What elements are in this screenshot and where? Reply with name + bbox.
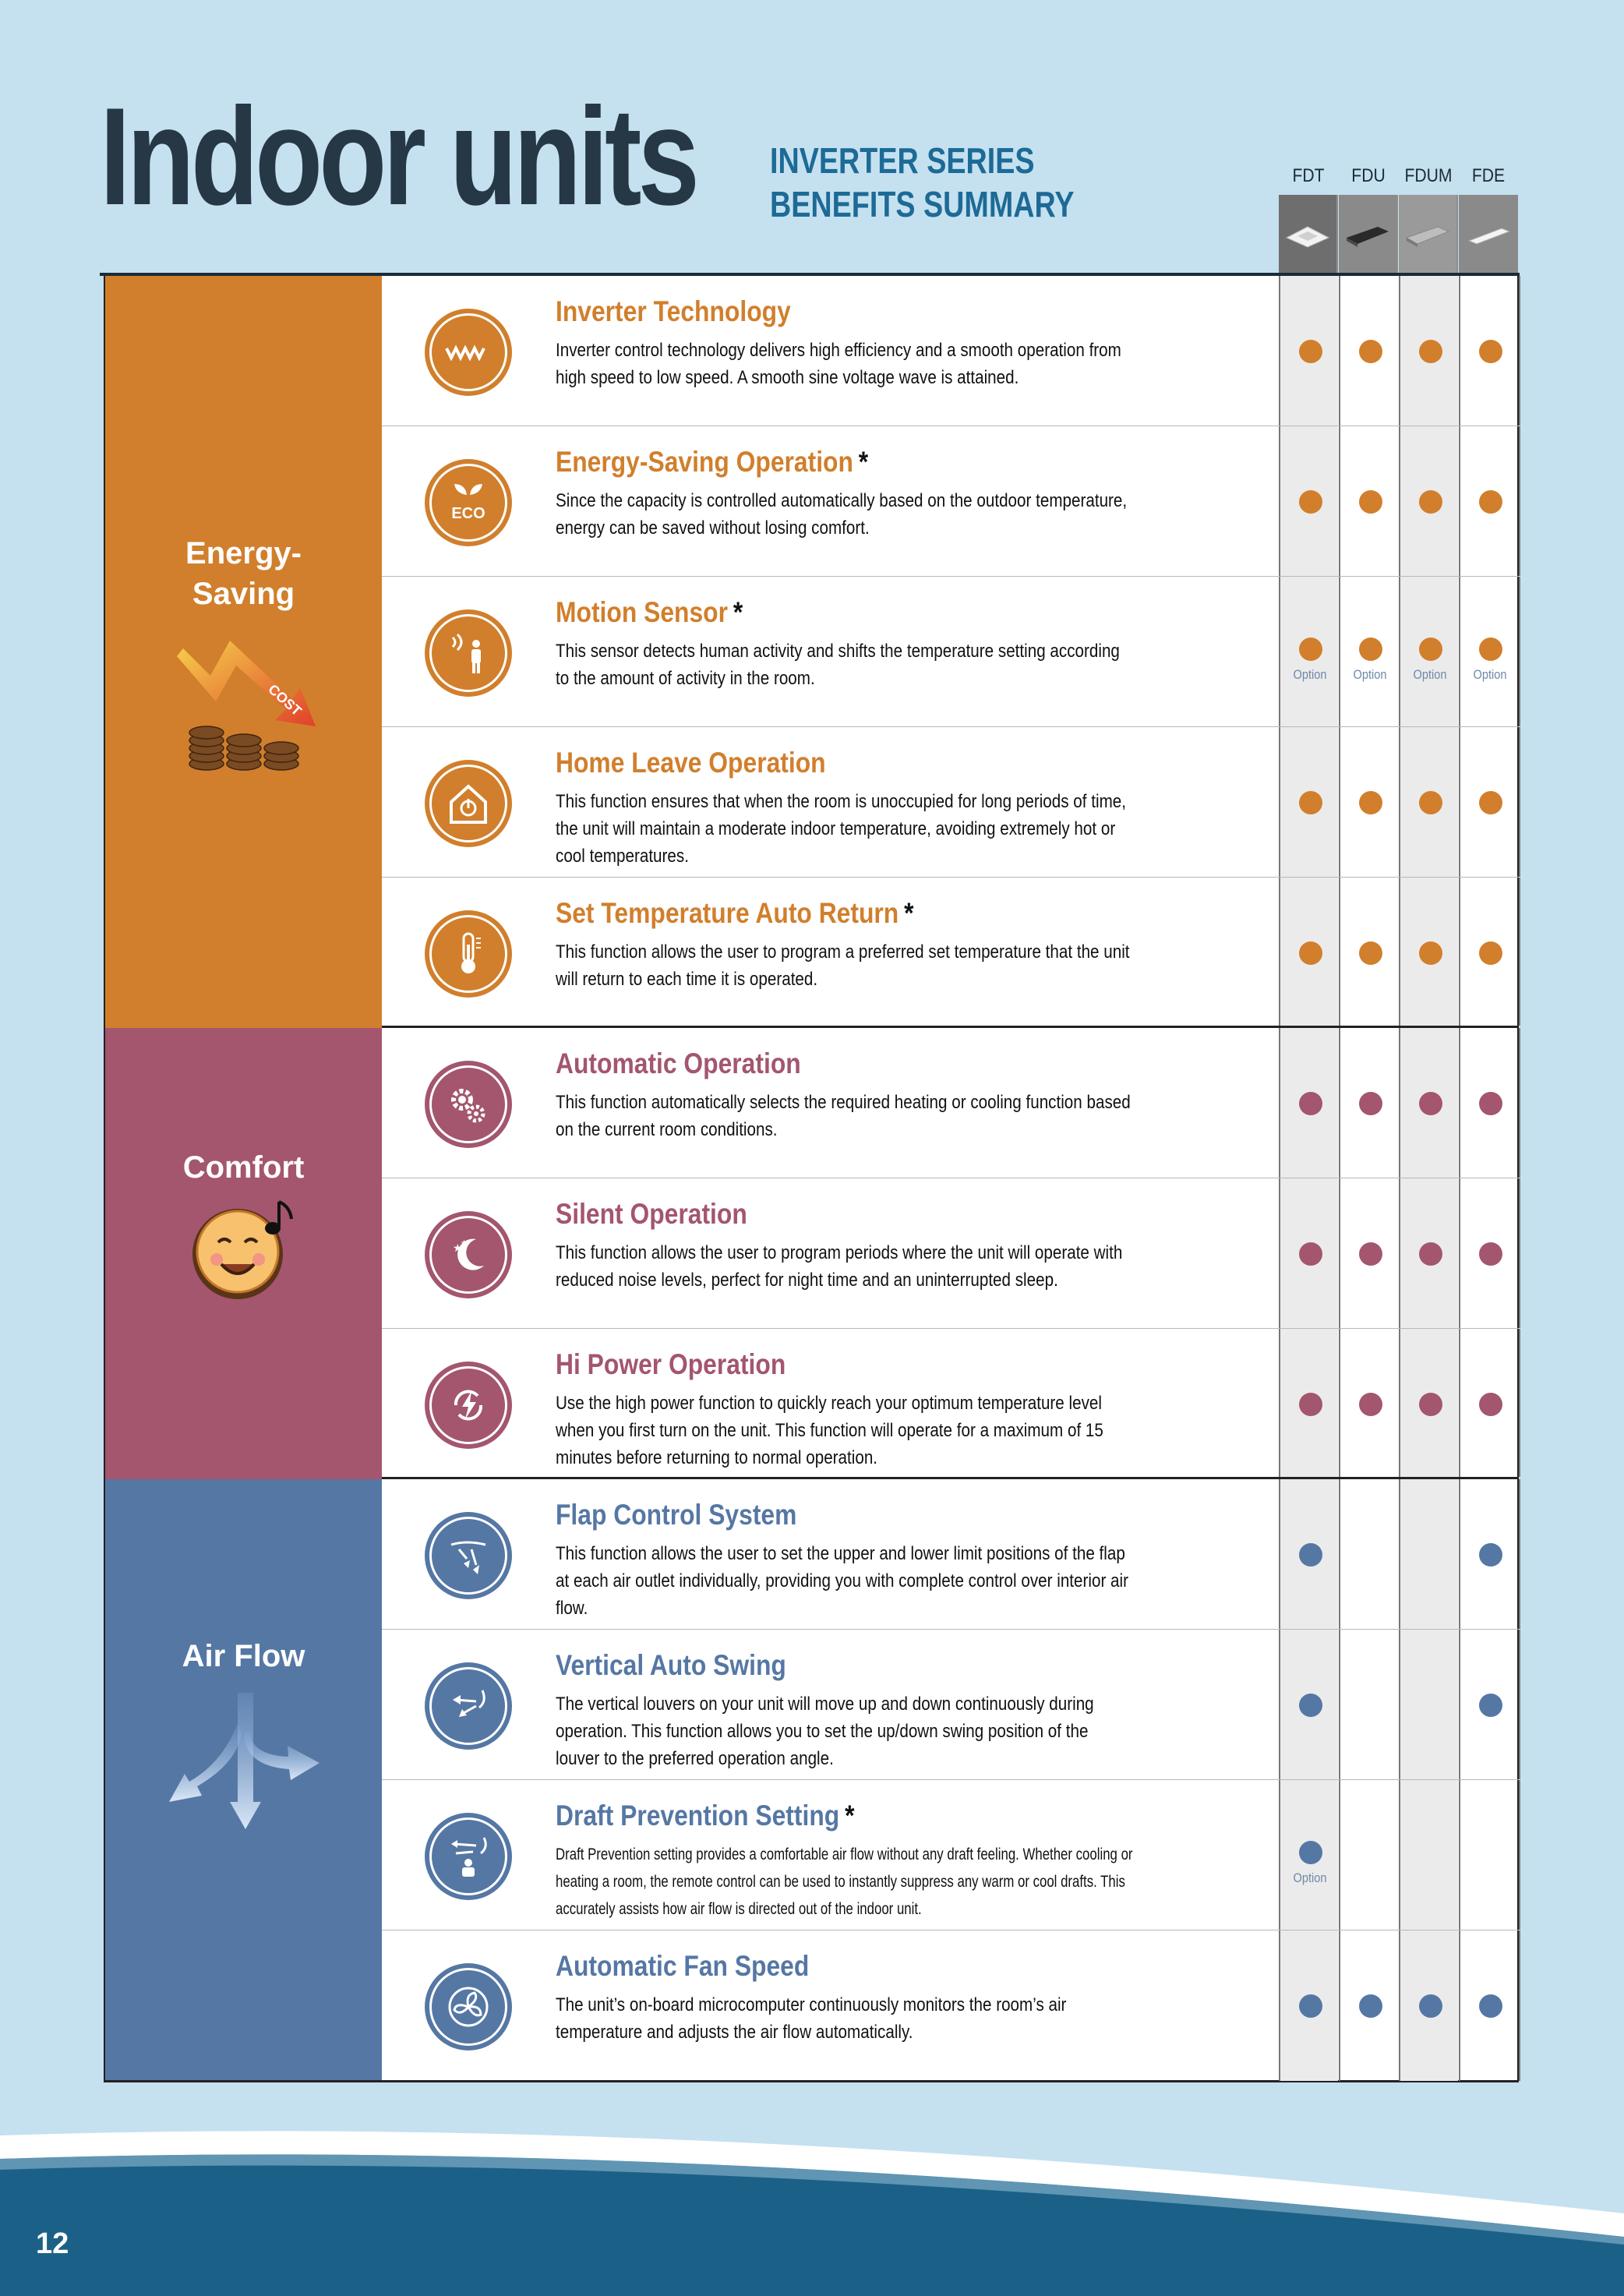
table-right-rule: [1519, 1329, 1520, 1477]
feature-row: [382, 727, 1519, 878]
availability-dot: [1419, 941, 1442, 965]
feature-row: [382, 1780, 1519, 1930]
availability-dot: [1479, 1994, 1502, 2018]
availability-cell-fdt: [1279, 878, 1338, 1026]
cost-label: COST: [265, 681, 305, 719]
availability-cell-fdu: [1339, 577, 1398, 726]
feature-title: [556, 1045, 801, 1083]
lightning-cycle-icon: [425, 1362, 512, 1449]
footnote-star: *: [733, 596, 743, 628]
feature-row: [382, 878, 1519, 1028]
availability-cell-fde: [1459, 727, 1518, 877]
availability-dot: [1479, 941, 1502, 965]
feature-title-text: Vertical Auto Swing: [556, 1649, 786, 1681]
availability-dot: [1359, 1242, 1382, 1266]
feature-description: Inverter control technology delivers high efficiency and a smooth operation from high speed to low speed. A smooth sine voltage wave is attained.: [556, 340, 1121, 388]
availability-cell-fdum: [1399, 577, 1458, 726]
feature-row: [382, 426, 1519, 577]
feature-title: [556, 744, 826, 782]
feature-title: [556, 1797, 854, 1835]
feature-title-text: Inverter Technology: [556, 295, 791, 327]
table-right-rule: [1519, 1479, 1520, 1629]
availability-dot: [1419, 340, 1442, 363]
availability-dot: [1299, 1841, 1322, 1864]
table-right-rule: [1519, 577, 1520, 726]
availability-cell-fdum: [1399, 878, 1458, 1026]
availability-dot: [1419, 1092, 1442, 1115]
category-energy-saving: [105, 276, 382, 1028]
feature-title: [556, 895, 914, 932]
table-right-rule: [1519, 1178, 1520, 1328]
table-right-rule: [1519, 276, 1520, 426]
benefits-table: [104, 276, 1519, 2082]
availability-cell-fdt: [1279, 577, 1338, 726]
subtitle-line-1: INVERTER SERIES: [770, 140, 1035, 181]
feature-row: [382, 1028, 1519, 1178]
feature-title: [556, 594, 743, 631]
svg-text:★: ★: [453, 1242, 463, 1255]
availability-cell-fdu: [1339, 727, 1398, 877]
availability-cell-fde: [1459, 1329, 1518, 1477]
feature-row: [382, 276, 1519, 426]
feature-description: This sensor detects human activity and shifts the temperature setting according to the amount of activity in the room.: [556, 641, 1120, 689]
footnote-star: *: [858, 446, 869, 478]
availability-cell-fdum: [1399, 426, 1458, 576]
column-header-fde: FDE: [1471, 165, 1506, 186]
page-number: 12: [36, 2227, 69, 2260]
availability-cell-fdum: [1399, 276, 1458, 426]
cost-down-coins-icon: [175, 625, 331, 773]
table-right-rule: [1519, 878, 1520, 1026]
availability-dot: [1359, 490, 1382, 514]
feature-title-text: Hi Power Operation: [556, 1348, 786, 1380]
feature-title: [556, 1647, 786, 1684]
availability-dot: [1299, 1994, 1322, 2018]
option-label: Option: [1413, 667, 1447, 682]
availability-cell-fde: [1459, 1930, 1518, 2081]
feature-title: [556, 1196, 747, 1233]
feature-description: Use the high power function to quickly reach your optimum temperature level when you first turn on the unit. This function will operate for a maximum of 15 minutes before returning to normal operation.: [556, 1393, 1103, 1468]
availability-cell-fdt: [1279, 1930, 1338, 2081]
feature-title: [556, 1496, 796, 1534]
feature-description: This function automatically selects the required heating or cooling function based on the current room conditions.: [556, 1092, 1131, 1140]
option-label: Option: [1473, 667, 1507, 682]
availability-dot: [1299, 638, 1322, 661]
availability-cell-fdu: [1339, 1329, 1398, 1477]
page-title: Indoor units: [100, 79, 697, 234]
availability-cell-fdu: [1339, 276, 1398, 426]
availability-cell-fdt: [1279, 1630, 1338, 1779]
table-right-rule: [1519, 1930, 1520, 2081]
feature-description: The vertical louvers on your unit will move up and down continuously during operation. This function allows you to set the up/down swing position of the louver to the preferred operation angle.: [556, 1694, 1094, 1769]
availability-dot: [1479, 638, 1502, 661]
feature-description: This function ensures that when the room is unoccupied for long periods of time, the unit will maintain a moderate indoor temperature, avoiding extremely hot or cool temperatures.: [556, 791, 1126, 867]
feature-title-text: Automatic Operation: [556, 1047, 801, 1079]
availability-dot: [1479, 1393, 1502, 1416]
availability-cell-fdt: [1279, 1178, 1338, 1328]
feature-row: [382, 1329, 1519, 1479]
svg-text:ECO: ECO: [451, 505, 485, 522]
option-label: Option: [1293, 1870, 1327, 1885]
availability-cell-fde: [1459, 1178, 1518, 1328]
feature-title-text: Silent Operation: [556, 1198, 747, 1230]
footnote-star: *: [845, 1800, 855, 1832]
availability-cell-fdum: [1399, 1630, 1458, 1779]
table-right-rule: [1519, 727, 1520, 877]
availability-dot: [1419, 1994, 1442, 2018]
availability-dot: [1359, 1994, 1382, 2018]
availability-cell-fde: [1459, 1028, 1518, 1178]
draft-prevention-icon: [425, 1813, 512, 1900]
fdum-unit-image: [1399, 195, 1458, 274]
availability-dot: [1359, 791, 1382, 814]
availability-dot: [1299, 1393, 1322, 1416]
availability-dot: [1419, 1393, 1442, 1416]
availability-dot: [1299, 1543, 1322, 1567]
feature-title-text: Energy-Saving Operation: [556, 446, 853, 478]
feature-title-text: Flap Control System: [556, 1499, 797, 1531]
feature-description: Draft Prevention setting provides a comfortable air flow without any draft feeling. Whether cooling or heating a room, the remote control can be used to instantly suppress any warm or cool drafts. This accurately assists how air flow is directed out of the indoor unit.: [556, 1846, 1133, 1918]
availability-dot: [1299, 490, 1322, 514]
availability-dot: [1299, 1242, 1322, 1266]
availability-cell-fdum: [1399, 727, 1458, 877]
availability-cell-fde: [1459, 1630, 1518, 1779]
availability-cell-fdu: [1339, 1780, 1398, 1930]
availability-dot: [1479, 490, 1502, 514]
table-right-rule: [1519, 1780, 1520, 1930]
availability-cell-fdum: [1399, 1479, 1458, 1629]
feature-title-text: Set Temperature Auto Return: [556, 897, 899, 929]
availability-cell-fdt: [1279, 1780, 1338, 1930]
table-right-rule: [1519, 1028, 1520, 1178]
availability-dot: [1479, 791, 1502, 814]
column-header-fdt: FDT: [1292, 165, 1325, 186]
availability-cell-fdt: [1279, 276, 1338, 426]
availability-dot: [1479, 340, 1502, 363]
feature-description: Since the capacity is controlled automatically based on the outdoor temperature, energy can be saved without losing comfort.: [556, 490, 1128, 539]
availability-dot: [1299, 791, 1322, 814]
availability-dot: [1359, 1393, 1382, 1416]
availability-cell-fdum: [1399, 1329, 1458, 1477]
feature-row: [382, 1479, 1519, 1630]
column-header-fdu: FDU: [1351, 165, 1386, 186]
availability-dot: [1359, 340, 1382, 363]
availability-cell-fde: [1459, 1479, 1518, 1629]
availability-dot: [1479, 1092, 1502, 1115]
fdt-unit-image: [1279, 195, 1338, 274]
gears-icon: [425, 1061, 512, 1148]
availability-cell-fde: [1459, 426, 1518, 576]
availability-cell-fdu: [1339, 878, 1398, 1026]
availability-cell-fdum: [1399, 1178, 1458, 1328]
availability-dot: [1359, 941, 1382, 965]
svg-text:★: ★: [461, 1239, 468, 1248]
availability-dot: [1299, 1092, 1322, 1115]
feature-title-text: Motion Sensor: [556, 596, 728, 628]
availability-cell-fdum: [1399, 1930, 1458, 2081]
availability-cell-fde: [1459, 577, 1518, 726]
availability-cell-fdu: [1339, 1930, 1398, 2081]
availability-dot: [1299, 1694, 1322, 1717]
option-label: Option: [1353, 667, 1387, 682]
motion-sensor-icon: [425, 609, 512, 697]
availability-cell-fdt: [1279, 1479, 1338, 1629]
availability-cell-fdt: [1279, 1028, 1338, 1178]
category-label-comfort: Comfort: [182, 1150, 305, 1185]
option-label: Option: [1293, 667, 1327, 682]
feature-title: [556, 293, 791, 330]
availability-cell-fdt: [1279, 727, 1338, 877]
feature-row: [382, 1178, 1519, 1329]
availability-cell-fdum: [1399, 1780, 1458, 1930]
page-subtitle: [770, 139, 1074, 226]
availability-dot: [1359, 1092, 1382, 1115]
feature-row: [382, 1930, 1519, 2081]
feature-title: [556, 443, 868, 481]
home-power-icon: [425, 760, 512, 847]
feature-title-text: Draft Prevention Setting: [556, 1800, 840, 1832]
availability-dot: [1299, 340, 1322, 363]
availability-dot: [1419, 490, 1442, 514]
availability-dot: [1419, 791, 1442, 814]
availability-dot: [1479, 1242, 1502, 1266]
air-flow-arrows-icon: [160, 1685, 331, 1849]
moon-stars-icon: [425, 1211, 512, 1298]
availability-cell-fdt: [1279, 426, 1338, 576]
feature-row: [382, 1630, 1519, 1780]
availability-cell-fdu: [1339, 426, 1398, 576]
availability-dot: [1419, 1242, 1442, 1266]
availability-dot: [1299, 941, 1322, 965]
availability-cell-fdu: [1339, 1028, 1398, 1178]
availability-cell-fde: [1459, 1780, 1518, 1930]
feature-title: [556, 1346, 786, 1383]
feature-description: This function allows the user to program periods where the unit will operate with reduced noise levels, perfect for night time and an uninterrupted sleep.: [556, 1242, 1123, 1291]
feature-description: The unit’s on-board microcomputer continuously monitors the room’s air temperature and adjusts the air flow automatically.: [556, 1994, 1067, 2043]
table-right-rule: [1519, 1630, 1520, 1779]
category-label-energy-saving: Energy- Saving: [185, 536, 302, 611]
availability-cell-fde: [1459, 878, 1518, 1026]
availability-cell-fdu: [1339, 1479, 1398, 1629]
subtitle-line-2: BENEFITS SUMMARY: [770, 184, 1075, 224]
eco-leaf-icon: [425, 459, 512, 546]
category-label-air-flow: Air Flow: [182, 1639, 305, 1673]
feature-title-text: Home Leave Operation: [556, 747, 826, 779]
feature-title-text: Automatic Fan Speed: [556, 1950, 810, 1982]
feature-description: This function allows the user to program a preferred set temperature that the unit will return to each time it is operated.: [556, 941, 1130, 990]
availability-cell-fdum: [1399, 1028, 1458, 1178]
availability-cell-fdt: [1279, 1329, 1338, 1477]
fan-icon: [425, 1963, 512, 2051]
availability-dot: [1479, 1543, 1502, 1567]
footer-wave: [0, 2104, 1624, 2296]
thermometer-icon: [425, 910, 512, 998]
footnote-star: *: [904, 897, 914, 929]
vertical-swing-icon: [425, 1662, 512, 1750]
fdu-unit-image: [1339, 195, 1398, 274]
happy-face-music-icon: [187, 1196, 312, 1305]
sine-wave-icon: [425, 309, 512, 396]
feature-row: [382, 577, 1519, 727]
availability-cell-fde: [1459, 276, 1518, 426]
fde-unit-image: [1459, 195, 1518, 274]
availability-dot: [1359, 638, 1382, 661]
feature-title: [556, 1948, 809, 1985]
feature-description: This function allows the user to set the upper and lower limit positions of the flap at each air outlet individually, providing you with complete control over interior air flow.: [556, 1543, 1129, 1619]
column-header-fdum: FDUM: [1404, 165, 1453, 186]
table-right-rule: [1519, 426, 1520, 576]
availability-dot: [1419, 638, 1442, 661]
availability-cell-fdu: [1339, 1178, 1398, 1328]
availability-cell-fdu: [1339, 1630, 1398, 1779]
flap-control-icon: [425, 1512, 512, 1599]
availability-dot: [1479, 1694, 1502, 1717]
